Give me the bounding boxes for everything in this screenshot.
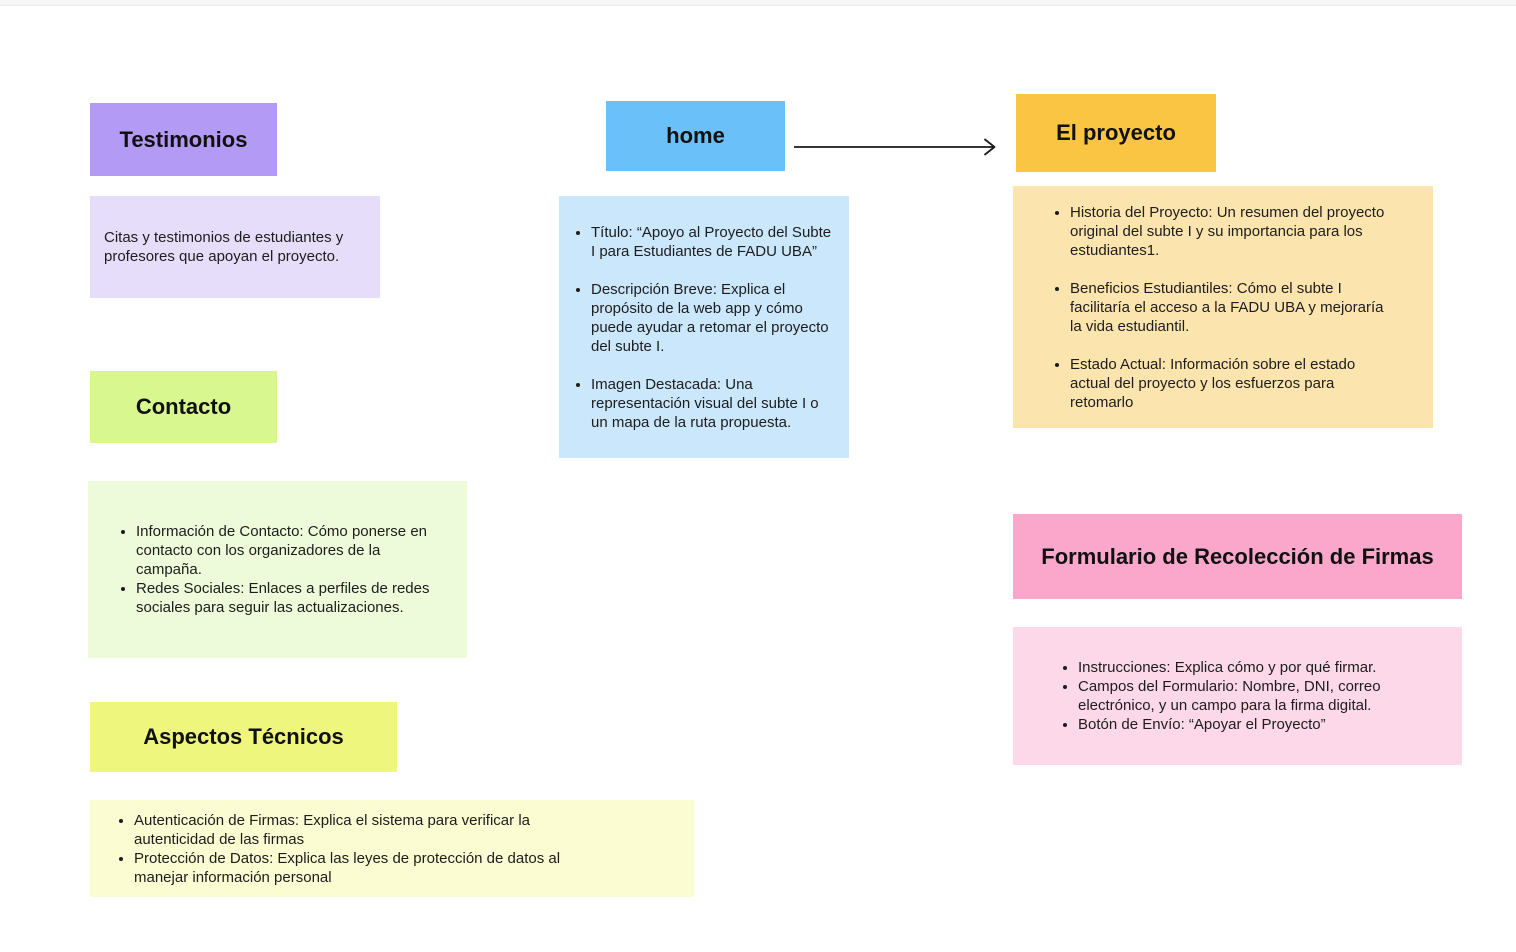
contacto-body-card[interactable] — [88, 481, 467, 658]
aspectos-tecnicos-bullet-list — [104, 811, 614, 887]
bullet-item: • Información de Contacto: Cómo ponerse en contacto con los organizadores de la campaña. — [136, 522, 439, 579]
bullet-item: • Estado Actual: Información sobre el estado actual del proyecto y los esfuerzos para retomarlo — [1070, 355, 1385, 412]
aspectos-tecnicos-body-card[interactable] — [90, 800, 694, 897]
formulario-title-label: Formulario de Recolección de Firmas — [1041, 543, 1434, 569]
bullet-item: • Título: “Apoyo al Proyecto del Subte I para Estudiantes de FADU UBA” — [591, 223, 835, 261]
el-proyecto-title-label: El proyecto — [1056, 120, 1176, 145]
bullet-item: • Protección de Datos: Explica las leyes de protección de datos al manejar información personal — [134, 849, 614, 887]
contacto-bullet-list — [102, 522, 439, 617]
bullet-item: • Botón de Envío: “Apoyar el Proyecto” — [1078, 715, 1448, 734]
el-proyecto-body-card[interactable] — [1013, 186, 1433, 428]
el-proyecto-bullet-list — [1027, 203, 1385, 412]
home-title-card[interactable] — [606, 101, 785, 171]
testimonios-body-card[interactable] — [90, 196, 380, 298]
bullet-item: • Historia del Proyecto: Un resumen del proyecto original del subte I y su importancia para los estudiantes1. — [1070, 203, 1385, 260]
home-title-label: home — [666, 123, 725, 148]
home-to-proyecto-arrow[interactable] — [790, 134, 1006, 160]
bullet-item: • Imagen Destacada: Una representación visual del subte I o un mapa de la ruta propuesta. — [591, 375, 835, 432]
bullet-item: • Autenticación de Firmas: Explica el sistema para verificar la autenticidad de las firmas — [134, 811, 614, 849]
contacto-title-card[interactable] — [90, 371, 277, 443]
canvas-top-edge — [0, 0, 1516, 6]
aspectos-tecnicos-title-card[interactable] — [90, 702, 397, 772]
testimonios-title-label: Testimonios — [119, 126, 248, 152]
formulario-body-card[interactable] — [1013, 627, 1462, 765]
home-bullet-list — [573, 223, 835, 432]
bullet-item: • Instrucciones: Explica cómo y por qué firmar. — [1078, 658, 1448, 677]
testimonios-title-card[interactable] — [90, 103, 277, 176]
bullet-item: • Descripción Breve: Explica el propósito de la web app y cómo puede ayudar a retomar el proyecto del subte I. — [591, 280, 835, 356]
formulario-bullet-list — [1027, 658, 1448, 734]
testimonios-body-text: Citas y testimonios de estudiantes y profesores que apoyan el proyecto. — [104, 229, 344, 265]
bullet-item: • Beneficios Estudiantiles: Cómo el subte I facilitaría el acceso a la FADU UBA y mejoraría la vida estudiantil. — [1070, 279, 1385, 336]
formulario-title-card[interactable] — [1013, 514, 1462, 599]
bullet-item: • Redes Sociales: Enlaces a perfiles de redes sociales para seguir las actualizaciones. — [136, 579, 439, 617]
aspectos-tecnicos-title-label: Aspectos Técnicos — [143, 724, 344, 749]
contacto-title-label: Contacto — [135, 394, 232, 419]
el-proyecto-title-card[interactable] — [1016, 94, 1216, 172]
home-body-card[interactable] — [559, 196, 849, 458]
bullet-item: • Campos del Formulario: Nombre, DNI, correo electrónico, y un campo para la firma digital. — [1078, 677, 1448, 715]
